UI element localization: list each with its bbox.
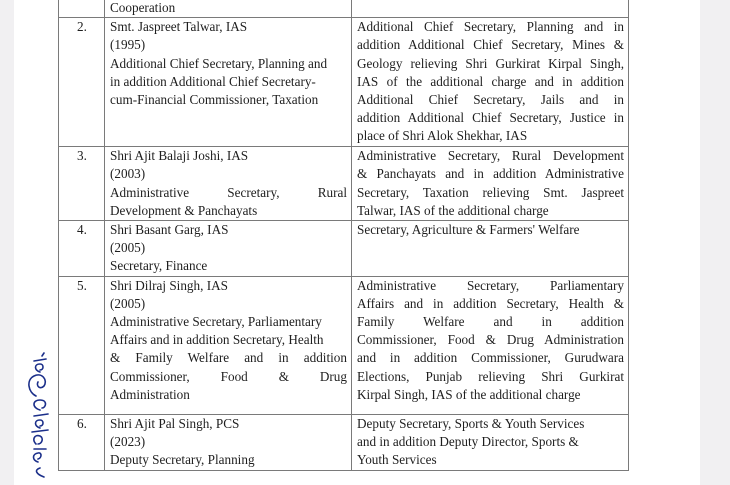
- signature: [14, 352, 54, 485]
- officer-name: Shri Dilraj Singh, IAS: [110, 277, 228, 293]
- new-posting-line: Administrative Secretary, Parliamentary: [357, 277, 624, 293]
- officer-name: Shri Ajit Pal Singh, PCS: [110, 415, 240, 431]
- current-posting-line: Deputy Secretary, Planning: [110, 452, 255, 468]
- officer-batch: (2003): [110, 166, 146, 182]
- new-posting-line: and in addition Commissioner, Gurudwara: [357, 350, 624, 366]
- new-posting-line: Secretary, Agriculture & Farmers' Welfare: [357, 222, 580, 238]
- table-row-partial: [59, 0, 629, 18]
- officer-name: Smt. Jaspreet Talwar, IAS: [110, 19, 248, 35]
- officer-batch: (2005): [110, 295, 146, 311]
- new-posting-line: & Panchayats and in addition Administrative: [357, 166, 624, 182]
- sr-cell: [59, 147, 105, 221]
- new-posting-line: Geology relieving Shri Gurkirat Kirpal Singh,: [357, 55, 624, 71]
- officer-cell: [105, 147, 352, 221]
- serial-number: 3.: [77, 148, 87, 164]
- table-row: [59, 414, 629, 470]
- table-row: [59, 276, 629, 414]
- current-posting-line: Additional Chief Secretary, Planning and: [110, 55, 328, 71]
- current-posting-line: Administrative Secretary, Parliamentary: [110, 314, 322, 330]
- new-posting-line: addition Additional Chief Secretary, Mines &: [357, 37, 624, 53]
- officer-line: Cooperation: [110, 0, 176, 15]
- serial-number: 2.: [77, 19, 87, 35]
- new-posting-line: Commissioner, Food & Drug Administration: [357, 332, 624, 348]
- new-posting-line: and in addition Deputy Director, Sports &: [357, 433, 579, 449]
- new-posting-cell: [352, 221, 629, 277]
- new-posting-cell: [352, 414, 629, 470]
- current-posting-line: in addition Additional Chief Secretary-: [110, 73, 316, 89]
- officer-batch: (1995): [110, 37, 146, 53]
- table-row: [59, 147, 629, 221]
- new-posting-line: Affairs and in addition Secretary, Health &: [357, 295, 624, 311]
- officer-cell: [105, 221, 352, 277]
- officer-name: Shri Basant Garg, IAS: [110, 222, 229, 238]
- new-posting-line: Talwar, IAS of the additional charge: [357, 202, 549, 218]
- new-posting-line: place of Shri Alok Shekhar, IAS: [357, 128, 528, 144]
- new-posting-line: IAS of the additional charge and in addition: [357, 73, 624, 89]
- current-posting-line: cum-Financial Commissioner, Taxation: [110, 92, 319, 108]
- new-posting-line: addition Additional Chief Secretary, Justice in: [357, 110, 624, 126]
- sr-cell: [59, 18, 105, 147]
- current-posting-line: & Family Welfare and in addition: [110, 350, 347, 366]
- new-posting-line: Kirpal Singh, IAS of the additional charge: [357, 386, 581, 402]
- signature-ink: [29, 353, 48, 477]
- officer-cell: [105, 276, 352, 414]
- officer-cell: [105, 0, 352, 18]
- transfer-orders-table: [58, 0, 629, 471]
- serial-number: 4.: [77, 222, 87, 238]
- new-posting-cell: [352, 276, 629, 414]
- new-posting-line: Additional Chief Secretary, Planning and in: [357, 19, 624, 35]
- sr-cell: [59, 221, 105, 277]
- officer-cell: [105, 414, 352, 470]
- current-posting-line: Administrative Secretary, Rural: [110, 184, 347, 200]
- new-posting-cell: [352, 0, 629, 18]
- new-posting-line: Family Welfare and in addition: [357, 314, 624, 330]
- current-posting-line: Commissioner, Food & Drug: [110, 368, 347, 384]
- sr-cell: [59, 414, 105, 470]
- officer-batch: (2005): [110, 240, 146, 256]
- officer-cell: [105, 18, 352, 147]
- sr-cell: [59, 276, 105, 414]
- new-posting-line: Elections, Punjab relieving Shri Gurkirat: [357, 368, 624, 384]
- serial-number: 6.: [77, 415, 87, 431]
- new-posting-line: Youth Services: [357, 452, 437, 468]
- table-row: [59, 221, 629, 277]
- current-posting-line: Affairs and in addition Secretary, Health: [110, 332, 324, 348]
- current-posting-line: Development & Panchayats: [110, 202, 258, 218]
- new-posting-cell: [352, 18, 629, 147]
- current-posting-line: Secretary, Finance: [110, 258, 208, 274]
- new-posting-line: Deputy Secretary, Sports & Youth Services: [357, 415, 585, 431]
- new-posting-line: Additional Chief Secretary, Jails and in: [357, 92, 624, 108]
- table-row: [59, 18, 629, 147]
- officer-name: Shri Ajit Balaji Joshi, IAS: [110, 148, 249, 164]
- sr-cell: [59, 0, 105, 18]
- serial-number: 5.: [77, 277, 87, 293]
- new-posting-line: Administrative Secretary, Rural Development: [357, 148, 624, 164]
- officer-batch: (2023): [110, 433, 146, 449]
- new-posting-line: Secretary, Taxation relieving Smt. Jaspreet: [357, 184, 624, 200]
- current-posting-line: Administration: [110, 386, 190, 402]
- new-posting-cell: [352, 147, 629, 221]
